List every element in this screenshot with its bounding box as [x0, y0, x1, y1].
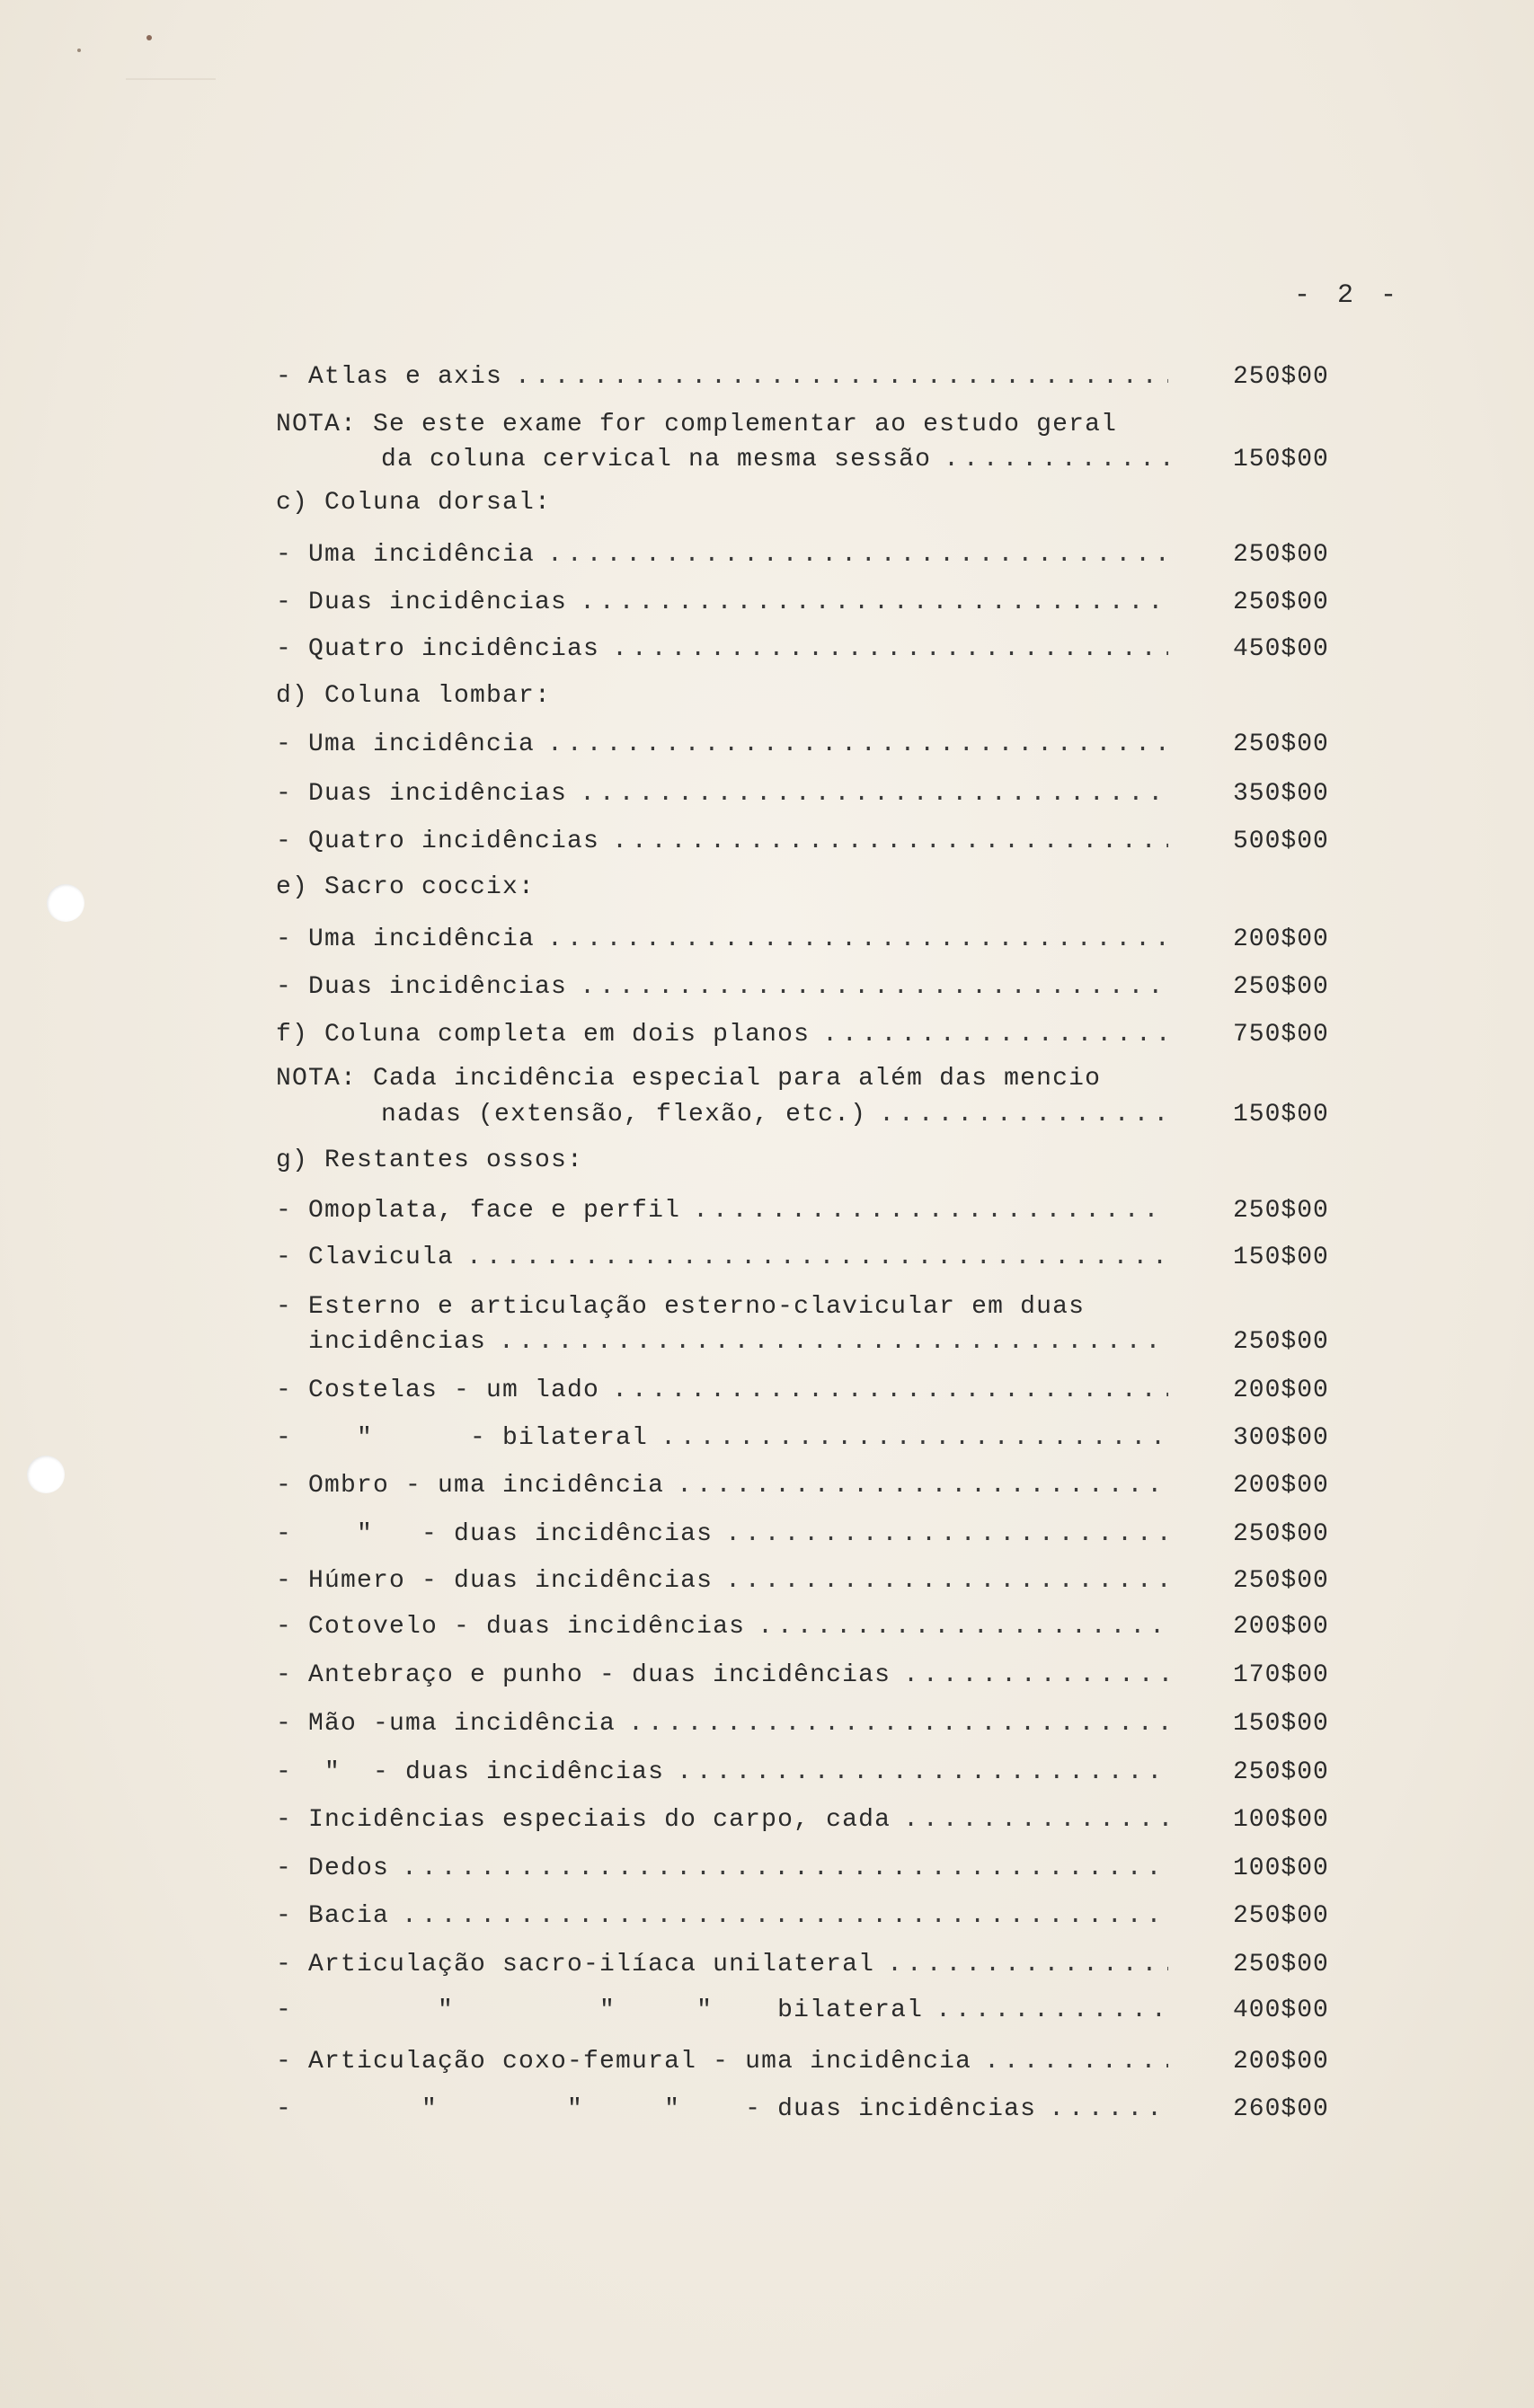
list-line — [276, 924, 1177, 956]
line-price: 200$00 — [1233, 1377, 1329, 1404]
list-line — [276, 1949, 1177, 1981]
line-label: - " - bilateral — [276, 1424, 649, 1452]
line-price: 100$00 — [1233, 1855, 1329, 1882]
dot-leader — [515, 361, 1168, 394]
line-label: - Atlas e axis — [276, 363, 503, 391]
line-price: 200$00 — [1233, 1472, 1329, 1500]
list-line — [276, 1063, 1101, 1095]
punch-hole-bottom — [27, 1456, 65, 1493]
dot-leader — [935, 1995, 1168, 2027]
line-price: 260$00 — [1233, 2095, 1329, 2123]
list-line — [276, 680, 551, 713]
line-label: - Duas incidências — [276, 780, 568, 808]
dot-leader — [580, 587, 1168, 619]
list-line — [276, 1757, 1177, 1789]
list-line — [276, 1291, 1085, 1324]
line-price: 250$00 — [1233, 363, 1329, 391]
dot-leader — [547, 924, 1168, 956]
dot-leader — [612, 826, 1168, 858]
line-label: - Clavicula — [276, 1244, 455, 1271]
dot-leader — [725, 1565, 1168, 1598]
line-price: 250$00 — [1233, 1197, 1329, 1225]
dot-leader — [879, 1099, 1168, 1131]
dot-leader — [903, 1804, 1168, 1837]
line-price: 250$00 — [1233, 1902, 1329, 1930]
dot-leader — [499, 1326, 1168, 1359]
line-price: 150$00 — [1233, 446, 1329, 474]
line-label: - " - duas incidências — [276, 1758, 665, 1786]
list-line — [276, 1195, 1177, 1227]
list-line — [276, 539, 1177, 571]
line-label: - Quatro incidências — [276, 828, 600, 855]
line-price: 750$00 — [1233, 1021, 1329, 1049]
list-line — [276, 1660, 1177, 1692]
line-label: d) Coluna lombar: — [276, 682, 552, 710]
list-line — [276, 1853, 1177, 1885]
line-label: - " - duas incidências — [276, 1520, 714, 1548]
line-label: e) Sacro coccix: — [276, 873, 536, 901]
list-line — [276, 1900, 1177, 1933]
list-line — [276, 826, 1177, 858]
line-price: 250$00 — [1233, 973, 1329, 1001]
line-label: - Antebraço e punho - duas incidências — [276, 1661, 891, 1689]
line-price: 250$00 — [1233, 1328, 1329, 1356]
dot-leader — [944, 444, 1168, 476]
line-price: 150$00 — [1233, 1101, 1329, 1129]
line-label: NOTA: Se este exame for complementar ao estudo geral — [276, 411, 1118, 438]
list-line — [276, 587, 1177, 619]
line-label: nadas (extensão, flexão, etc.) — [381, 1101, 867, 1129]
dot-leader — [402, 1853, 1168, 1885]
list-line — [276, 1019, 1177, 1051]
line-price: 150$00 — [1233, 1244, 1329, 1271]
paper-specks — [72, 27, 252, 99]
list-line — [276, 1099, 1177, 1131]
line-label: f) Coluna completa em dois planos — [276, 1021, 811, 1049]
dot-leader — [547, 729, 1168, 761]
dot-leader — [822, 1019, 1168, 1051]
list-line — [276, 487, 551, 519]
line-price: 200$00 — [1233, 1613, 1329, 1641]
dot-leader — [758, 1611, 1168, 1643]
line-label: NOTA: Cada incidência especial para além das mencio — [276, 1065, 1102, 1093]
line-label: c) Coluna dorsal: — [276, 489, 552, 517]
list-line — [276, 778, 1177, 810]
line-label: - Mão -uma incidência — [276, 1710, 616, 1738]
line-label: da coluna cervical na mesma sessão — [381, 446, 932, 474]
line-price: 100$00 — [1233, 1806, 1329, 1834]
dot-leader — [547, 539, 1168, 571]
line-label: - Bacia — [276, 1902, 390, 1930]
punch-hole-top — [47, 884, 84, 922]
dot-leader — [628, 1708, 1168, 1740]
list-line — [276, 1708, 1177, 1740]
line-label: - Quatro incidências — [276, 635, 600, 663]
dot-leader — [402, 1900, 1168, 1933]
list-line — [276, 872, 535, 904]
line-price: 250$00 — [1233, 730, 1329, 758]
line-label: - Articulação sacro-ilíaca unilateral — [276, 1951, 875, 1979]
dot-leader — [677, 1757, 1168, 1789]
line-label: - Dedos — [276, 1855, 390, 1882]
line-price: 250$00 — [1233, 1520, 1329, 1548]
list-line — [276, 2094, 1177, 2126]
dot-leader — [984, 2046, 1168, 2078]
line-price: 200$00 — [1233, 2048, 1329, 2076]
line-label: - Duas incidências — [276, 973, 568, 1001]
line-price: 450$00 — [1233, 635, 1329, 663]
line-price: 200$00 — [1233, 925, 1329, 953]
dot-leader — [903, 1660, 1168, 1692]
page-number: - 2 - — [1294, 280, 1403, 311]
list-line — [276, 729, 1177, 761]
dot-leader — [580, 778, 1168, 810]
list-line — [276, 633, 1177, 666]
line-label: - Cotovelo - duas incidências — [276, 1613, 746, 1641]
line-label: - " " " bilateral — [276, 1996, 924, 2024]
dot-leader — [677, 1470, 1168, 1502]
list-line — [276, 971, 1177, 1004]
list-line — [276, 1518, 1177, 1551]
list-line — [276, 1565, 1177, 1598]
list-line — [276, 1470, 1177, 1502]
list-line — [276, 1804, 1177, 1837]
line-label: - Esterno e articulação esterno-clavicular em duas — [276, 1293, 1086, 1321]
list-line — [276, 1375, 1177, 1407]
line-label: - Uma incidência — [276, 730, 536, 758]
line-price: 250$00 — [1233, 589, 1329, 616]
line-label: - Articulação coxo-femural - uma incidência — [276, 2048, 972, 2076]
dot-leader — [580, 971, 1168, 1004]
dot-leader — [661, 1422, 1168, 1455]
dot-leader — [887, 1949, 1168, 1981]
list-line — [276, 444, 1177, 476]
line-label: - Incidências especiais do carpo, cada — [276, 1806, 891, 1834]
dot-leader — [693, 1195, 1168, 1227]
line-price: 250$00 — [1233, 1567, 1329, 1595]
list-line — [276, 1242, 1177, 1274]
line-price: 150$00 — [1233, 1710, 1329, 1738]
dot-leader — [466, 1242, 1168, 1274]
list-line — [276, 1145, 583, 1177]
line-label: - " " " - duas incidências — [276, 2095, 1037, 2123]
list-line — [276, 1611, 1177, 1643]
dot-leader — [612, 633, 1168, 666]
line-price: 250$00 — [1233, 1758, 1329, 1786]
line-label: g) Restantes ossos: — [276, 1146, 584, 1174]
line-label: - Húmero - duas incidências — [276, 1567, 714, 1595]
line-label: - Costelas - um lado — [276, 1377, 600, 1404]
list-line — [276, 1422, 1177, 1455]
dot-leader — [612, 1375, 1168, 1407]
line-price: 250$00 — [1233, 541, 1329, 569]
line-label: - Uma incidência — [276, 925, 536, 953]
list-line — [276, 361, 1177, 394]
line-label: - Duas incidências — [276, 589, 568, 616]
line-price: 170$00 — [1233, 1661, 1329, 1689]
line-price: 300$00 — [1233, 1424, 1329, 1452]
list-line — [276, 1326, 1177, 1359]
dot-leader — [725, 1518, 1168, 1551]
line-label: - Ombro - uma incidência — [276, 1472, 665, 1500]
dot-leader — [1049, 2094, 1168, 2126]
list-line — [276, 1995, 1177, 2027]
line-label: - Uma incidência — [276, 541, 536, 569]
line-price: 500$00 — [1233, 828, 1329, 855]
line-price: 250$00 — [1233, 1951, 1329, 1979]
line-label: incidências — [276, 1328, 487, 1356]
list-line — [276, 409, 1117, 441]
line-label: - Omoplata, face e perfil — [276, 1197, 681, 1225]
line-price: 400$00 — [1233, 1996, 1329, 2024]
line-price: 350$00 — [1233, 780, 1329, 808]
list-line — [276, 2046, 1177, 2078]
